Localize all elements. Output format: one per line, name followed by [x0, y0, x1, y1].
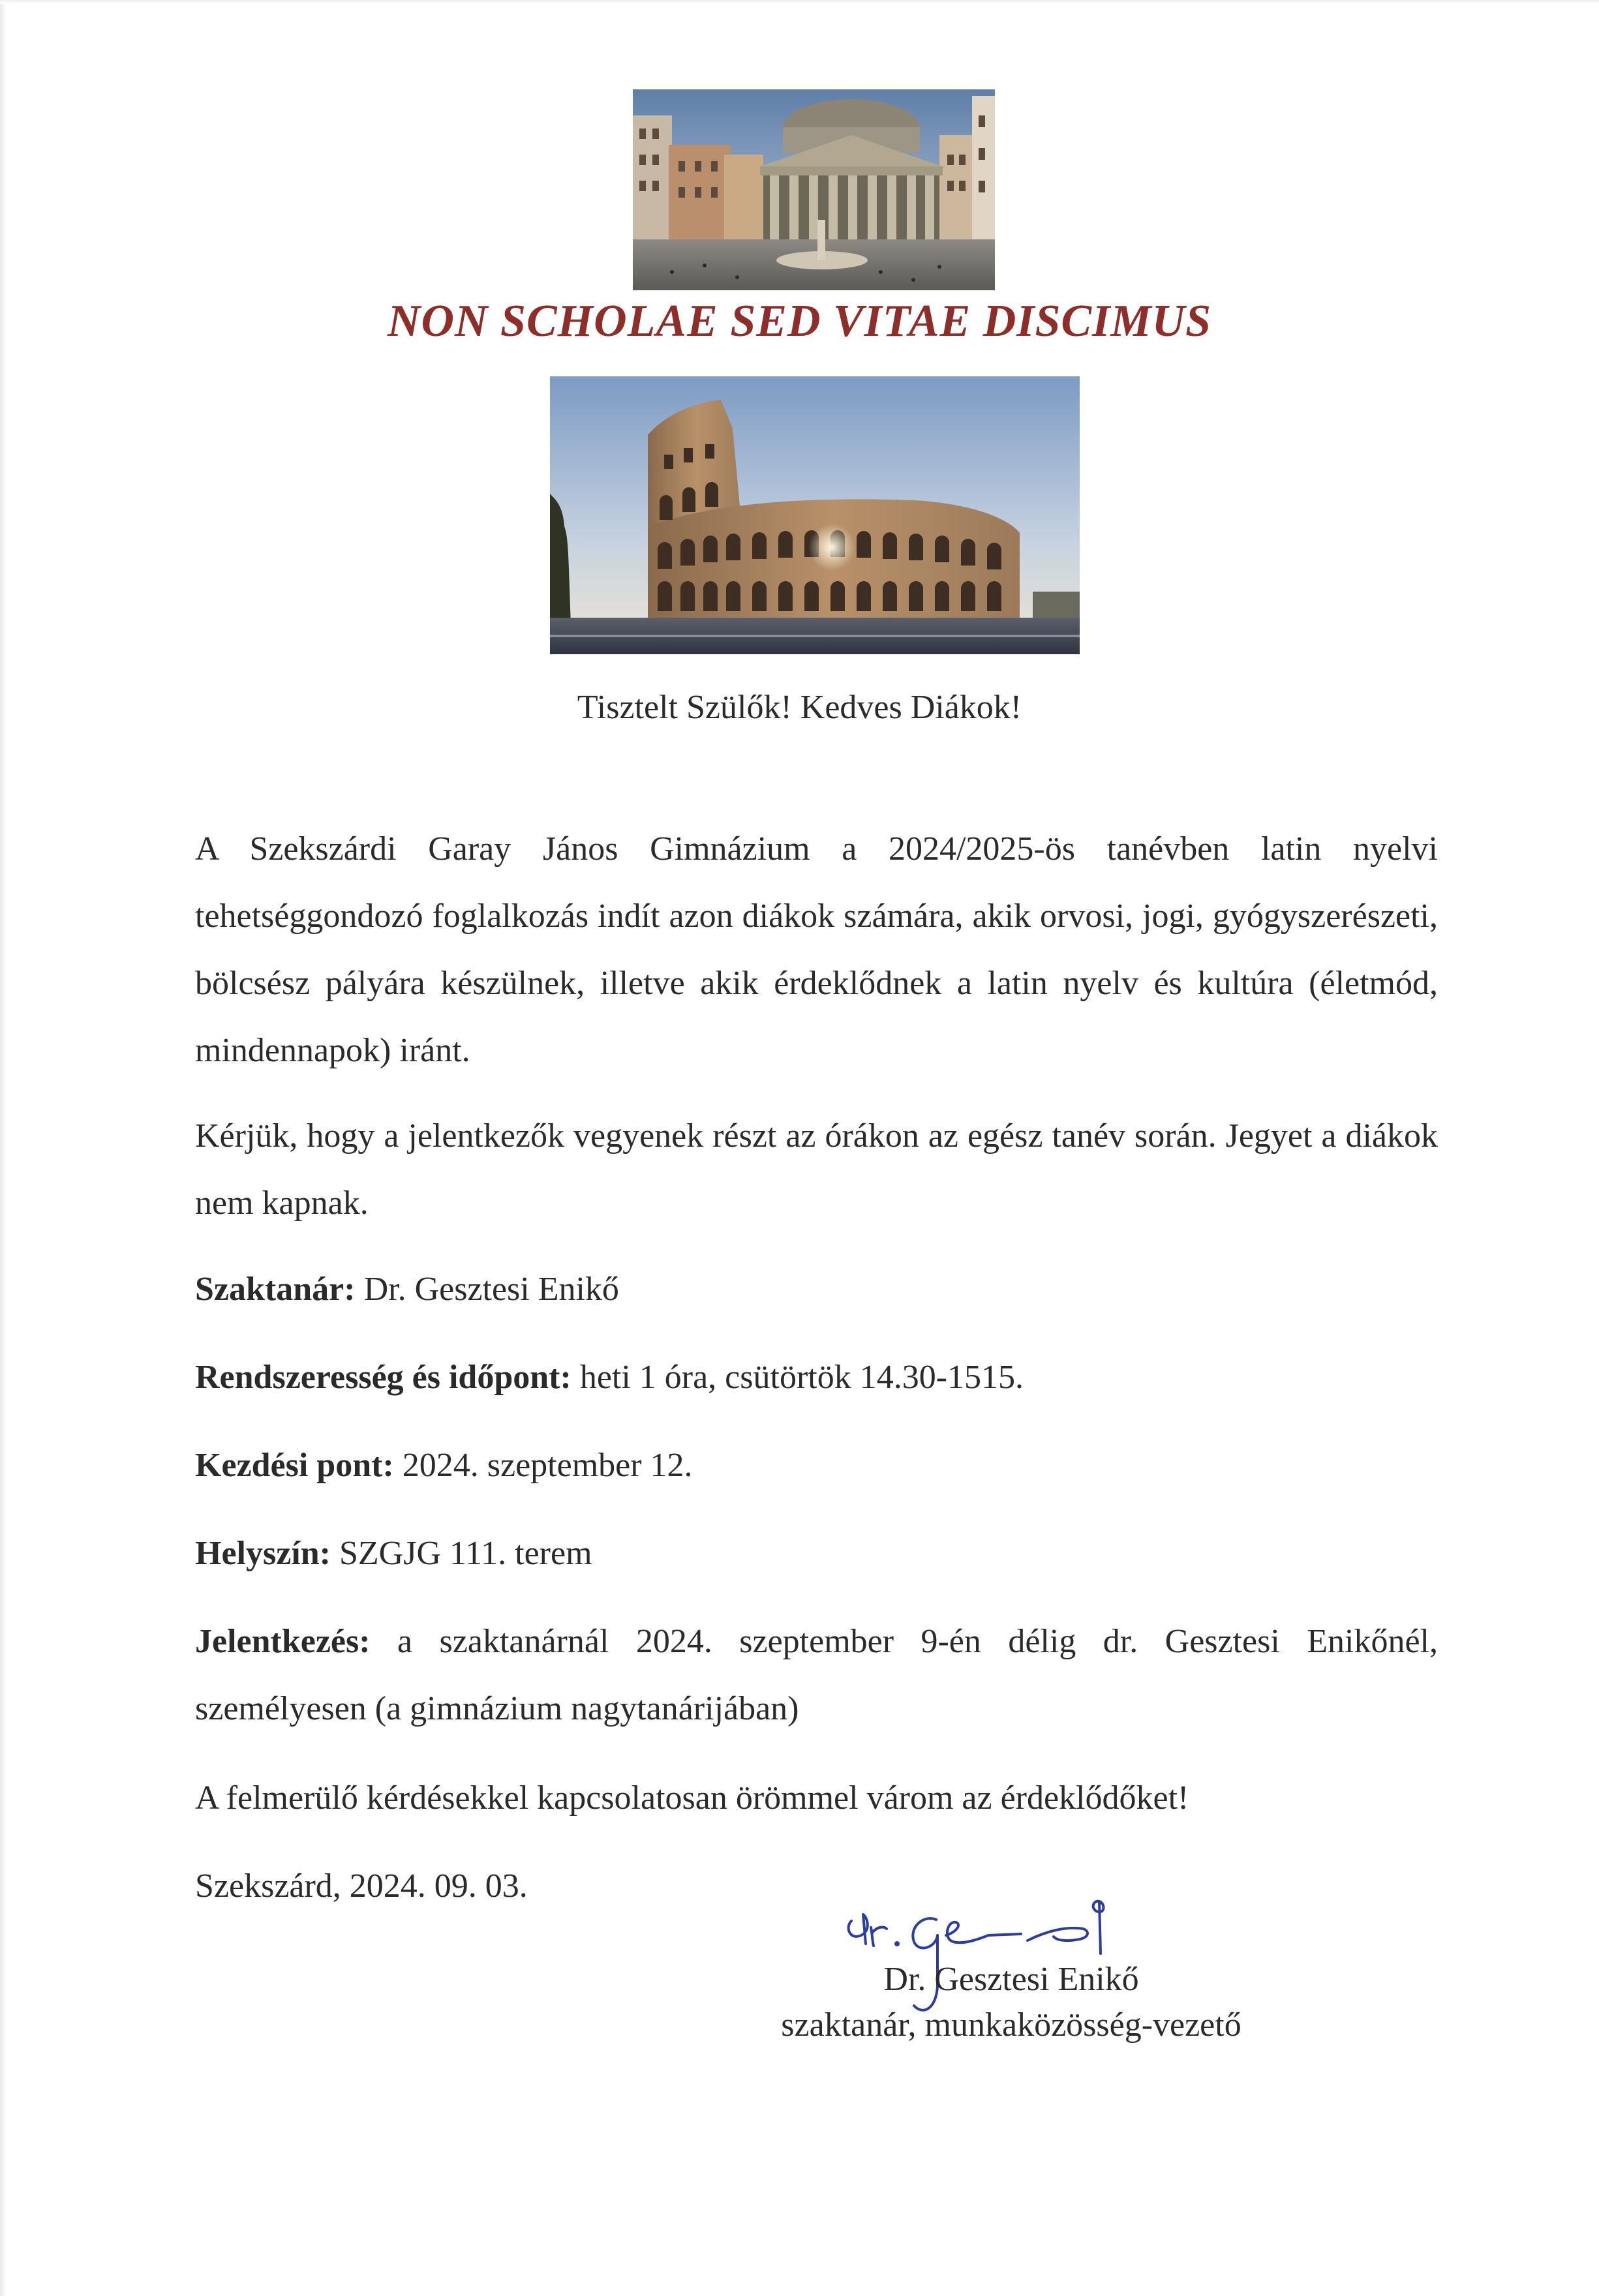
teacher-value: Dr. Gesztesi Enikő	[363, 1271, 619, 1308]
greeting: Tisztelt Szülők! Kedves Diákok!	[577, 689, 1022, 726]
motto-heading: NON SCHOLAE SED VITAE DISCIMUS	[387, 296, 1212, 346]
schedule-label: Rendszeresség és időpont:	[195, 1359, 571, 1396]
schedule-field	[195, 1344, 1438, 1411]
registration-field	[195, 1608, 1438, 1742]
schedule-value: heti 1 óra, csütörtök 14.30-1515.	[579, 1359, 1024, 1396]
start-value: 2024. szeptember 12.	[402, 1447, 693, 1484]
start-label: Kezdési pont:	[195, 1447, 394, 1484]
closing-paragraph: A felmerülő kérdésekkel kapcsolatosan örömmel várom az érdeklődőket!	[195, 1779, 1189, 1817]
registration-value: a szaktanárnál 2024. szeptember 9-én délig dr. Gesztesi Enikőnél, személyesen (a gimnázium nagytanárijában)	[195, 1623, 1438, 1727]
place-and-date: Szekszárd, 2024. 09. 03.	[195, 1867, 528, 1905]
attendance-paragraph: Kérjük, hogy a jelentkezők vegyenek részt az órákon az egész tanév során. Jegyet a diákok nem kapnak.	[195, 1117, 1438, 1222]
location-label: Helyszín:	[195, 1535, 331, 1572]
teacher-label: Szaktanár:	[195, 1271, 356, 1308]
teacher-field	[195, 1256, 1438, 1323]
registration-label: Jelentkezés:	[195, 1623, 371, 1660]
start-field	[195, 1432, 1438, 1499]
location-value: SZGJG 111. terem	[339, 1535, 592, 1572]
pantheon-photo	[633, 89, 995, 290]
colosseum-photo	[550, 376, 1080, 654]
intro-paragraph: A Szekszárdi Garay János Gimnázium a 2024/2025-ös tanévben latin nyelvi tehetséggondozó foglalkozás indít azon diákok számára, akik orvosi, jogi, gyógyszerészeti, bölcsész pályára készülnek, illetve akik érdeklődnek a latin nyelv és kultúra (életmód, mindennapok) iránt.	[195, 830, 1438, 1069]
signer-name: Dr. Gesztesi Enikő	[883, 1961, 1139, 1998]
scan-edge-shadow-top	[0, 0, 1599, 4]
location-field	[195, 1520, 1438, 1587]
signer-title: szaktanár, munkaközösség-vezető	[781, 2006, 1241, 2044]
